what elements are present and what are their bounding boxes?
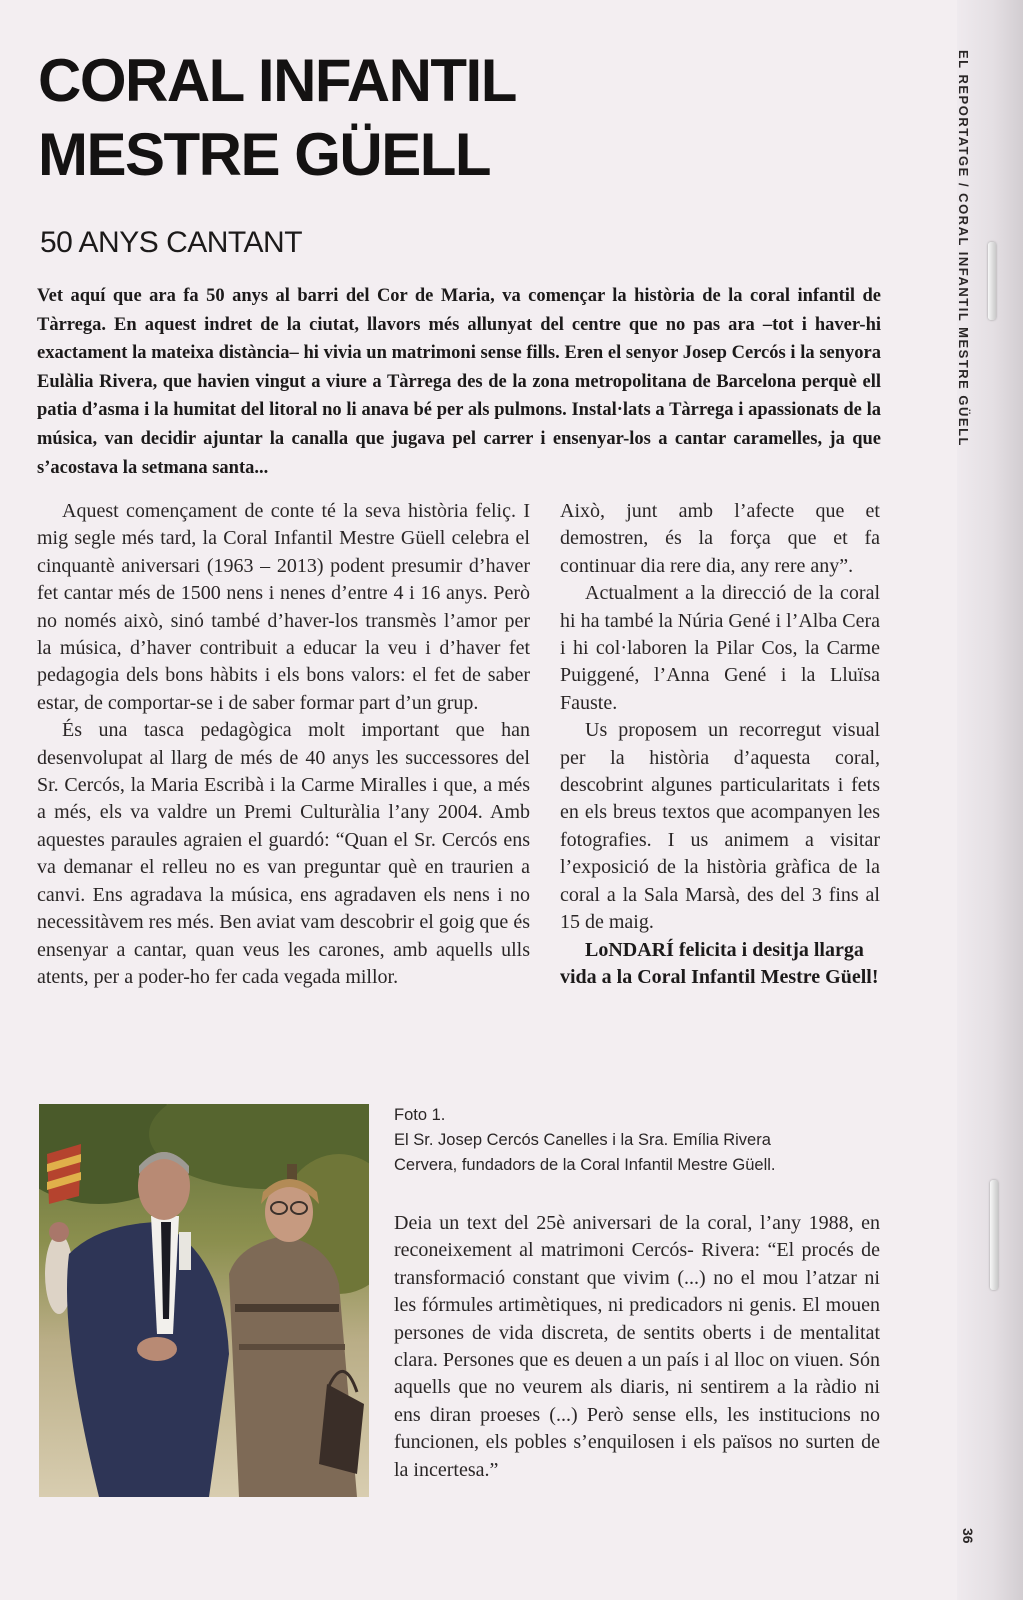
photo-caption: [394, 1103, 864, 1178]
caption-line-1: El Sr. Josep Cercós Canelles i la Sra. Emília Rivera: [394, 1131, 771, 1149]
left-column: [37, 498, 530, 991]
body-paragraph: Actualment a la direcció de la coral hi ha també la Núria Gené i l’Alba Cera i hi col·laboren la Pilar Cos, la Carme Puiggené, l’Anna Gené i la Lluïsa Fauste.: [560, 582, 880, 714]
caption-line-2: Cervera, fundadors de la Coral Infantil Mestre Güell.: [394, 1156, 776, 1174]
body-paragraph: És una tasca pedagògica molt important que han desenvolupat al llarg de més de 40 anys les successores del Sr. Cercós, la Maria Escribà i la Carme Miralles i que, a més a més, els va valdre un Premi Culturàlia l’any 2004. Amb aquestes paraules agraien el guardó: “Quan el Sr. Cercós ens va demanar el relleu no es van preguntar què en traurien a canvi. Ens agradava la música, ens agradaven els nens i no necessitàvem res més. Ben aviat vam descobrir el goig que és ensenyar a cantar, quan veus les carones, amb aquells ulls atents, per a poder-ho fer cada vegada millor.: [37, 719, 530, 988]
article-title: [38, 44, 516, 192]
title-line-1: CORAL INFANTIL: [38, 47, 516, 114]
anniversary-quote: Deia un text del 25è aniversari de la coral, l’any 1988, en reconeixement al matrimoni Cercós- Rivera: “El procés de transformació constant que vivim (...) no el mou l’atzar ni les fórmules artimètiques, ni predicadors ni genis. El mouen persones de vida discreta, de sentits oberts i de mentalitat clara. Persones que es deuen a un país i al lloc on viuen. Són aquells que no veurem als diaris, ni sentirem a la ràdio ni ens diran proeses (...) Però sense ells, les institucions no funcionen, els pobles s’enquilosen i els països no surten de la incertesa.”: [394, 1212, 880, 1481]
section-label: EL REPORTATGE / CORAL INFANTIL MESTRE GÜELL: [956, 50, 971, 447]
page-number-text: 36: [960, 1528, 976, 1544]
closing-message: LoNDARÍ felicita i desitja llarga vida a la Coral Infantil Mestre Güell!: [560, 938, 879, 988]
body-paragraph: Aquest començament de conte té la seva història feliç. I mig segle més tard, la Coral Infantil Mestre Güell celebra el cinquantè aniversari (1963 – 2013) podent presumir d’haver fet cantar més de 1500 nens i nenes d’entre 4 i 16 anys. Però no només això, sinó també d’haver-los transmès l’amor per la música, d’haver contribuit a educar la veu i d’haver fet pedagogia dels bons hàbits i els bons valors: el fet de saber estar, de comportar-se i de saber formar part d’un grup.: [37, 500, 530, 714]
section-running-head: [956, 50, 986, 500]
body-paragraph: Us proposem un recorregut visual per la història d’aquesta coral, descobrint algunes particularitats i fets en els breus textos que acompanyen les fotografies. I us animem a visitar l’exposició de la història gràfica de la coral a la Sala Marsà, des del 3 fins al 15 de maig.: [560, 719, 880, 934]
founders-photo: [39, 1104, 369, 1497]
binding-clip-top: [988, 242, 996, 320]
body-paragraph: Això, junt amb l’afecte que et demostren, és la força que et fa continuar dia rere dia, any rere any”.: [560, 500, 880, 577]
binding-clip-bottom: [990, 1180, 998, 1290]
intro-paragraph: Vet aquí que ara fa 50 anys al barri del Cor de Maria, va començar la història de la coral infantil de Tàrrega. En aquest indret de la ciutat, llavors més allunyat del centre que no pas ara –tot i haver-hi exactament la mateixa distància– hi vivia un matrimoni sense fills. Eren el senyor Josep Cercós i la senyora Eulàlia Rivera, que havien vingut a viure a Tàrrega des de la zona metropolitana de Barcelona perquè ell patia d’asma i la humitat del litoral no li anava bé per als pulmons. Instal·lats a Tàrrega i apassionats de la música, van decidir ajuntar la canalla que jugava pel carrer i ensenyar-los a cantar caramelles, ja que s’acostava la setmana santa...: [37, 286, 881, 478]
caption-label: Foto 1.: [394, 1106, 446, 1124]
article-subtitle: 50 ANYS CANTANT: [40, 226, 303, 259]
photo-illustration: [39, 1104, 369, 1497]
title-line-2: MESTRE GÜELL: [38, 121, 491, 188]
page-number: [960, 1528, 982, 1558]
right-column: [560, 498, 880, 991]
